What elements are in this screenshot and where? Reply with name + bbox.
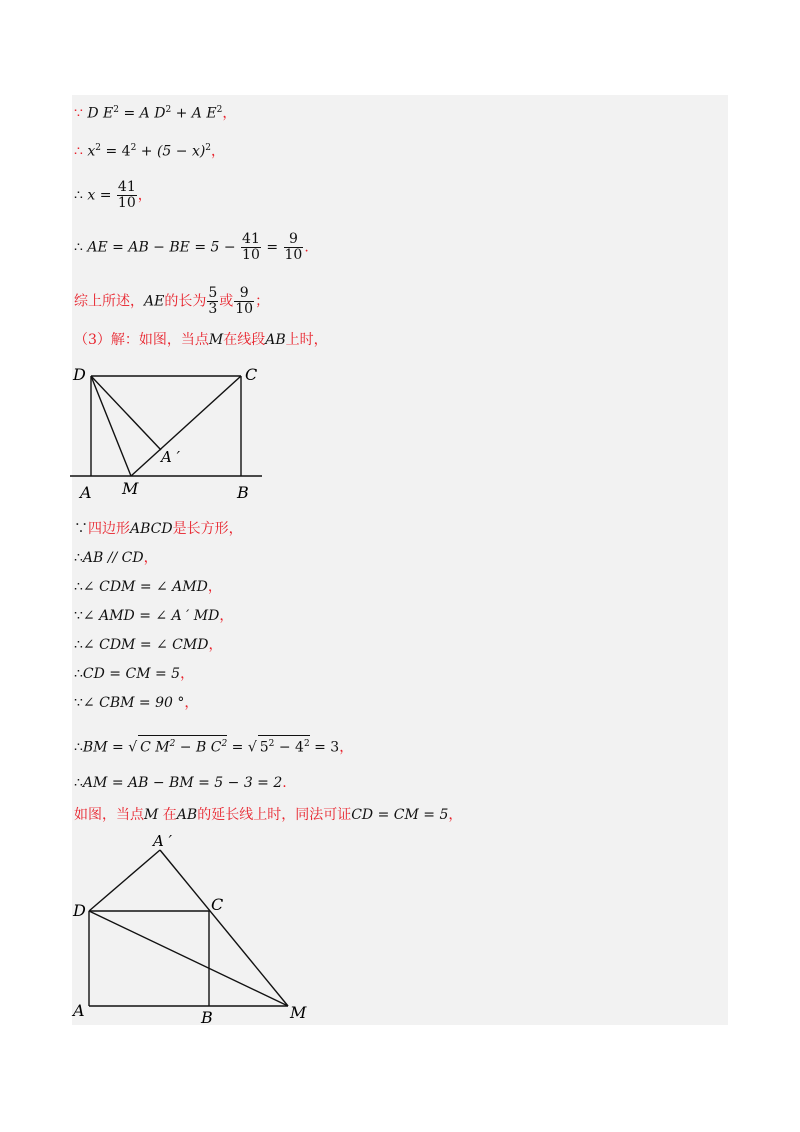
label-M: M xyxy=(290,1003,307,1022)
line-8: ∴AB // CD， xyxy=(74,550,158,566)
fraction: $\frac{9}{10}$ xyxy=(284,231,303,263)
segment-DM xyxy=(89,911,288,1006)
label-A-prime: A ′ xyxy=(161,448,181,466)
label-B: B xyxy=(201,1008,213,1025)
line-3: ∴ x = $\frac{41}{10}$ ， xyxy=(74,179,152,211)
radical-2: $5^2 - 4^2$ xyxy=(258,735,310,756)
segment-DA-prime xyxy=(91,376,161,450)
fraction: $\frac{41}{10}$ xyxy=(117,179,136,211)
figure-1-diagram xyxy=(70,362,270,504)
line-1: ∵ D $E^2 = A$ $D^2 + A$ $E^2$， xyxy=(74,105,237,122)
line-7: ∵四边形ABCD是长方形， xyxy=(74,521,243,537)
radical-1: C $M^2 - B$ $C^2$ xyxy=(138,735,227,756)
segment-A-prime-M xyxy=(160,850,288,1006)
label-A: A xyxy=(80,483,92,502)
line-15: ∴AM = AB − BM = 5 − 3 = 2. xyxy=(74,775,287,791)
line-12: ∴CD = CM = 5， xyxy=(74,666,195,682)
figure-2-diagram xyxy=(70,830,315,1025)
line-10: ∵∠ AMD = ∠ A ′ MD， xyxy=(74,608,234,624)
label-D: D xyxy=(73,901,86,920)
line-13: ∵∠ CBM = 90 °， xyxy=(74,695,199,711)
segment-MC xyxy=(131,376,241,476)
line-14: ∴BM = √ C $M^2 - B$ $C^2$ = √ $5^2 - 4^2 = 3$， xyxy=(74,735,353,758)
fraction: $\frac{41}{10}$ xyxy=(242,231,260,263)
line-2: ∴ $x^2 = 4^2 + (5 - x)^2$， xyxy=(74,143,226,160)
label-B: B xyxy=(237,483,249,502)
segment-DA-prime xyxy=(89,850,160,911)
fraction: $\frac{9}{10}$ xyxy=(235,285,254,317)
line-16: 如图，当点M 在AB的延长线上时，同法可证CD = CM = 5， xyxy=(74,807,463,823)
segment-DM xyxy=(91,376,131,476)
label-M: M xyxy=(122,479,139,498)
label-A-prime: A ′ xyxy=(153,832,173,850)
line-11: ∴∠ CDM = ∠ CMD， xyxy=(74,637,223,653)
label-A: A xyxy=(73,1001,85,1020)
line-5: 综上所述，AE的长为 $\frac{5}{3}$ 或 $\frac{9}{10}$ ； xyxy=(74,285,270,317)
label-D: D xyxy=(73,365,86,384)
fraction: $\frac{5}{3}$ xyxy=(208,285,218,317)
line-9: ∴∠ CDM = ∠ AMD， xyxy=(74,579,222,595)
label-C: C xyxy=(245,365,258,384)
line-6: （3）解：如图，当点M在线段AB上时， xyxy=(74,332,328,348)
label-C: C xyxy=(211,895,224,914)
line-4: ∴ AE = AB − BE = 5 − $\frac{41}{10}$ = $\frac{9}{10}$ . xyxy=(74,231,309,263)
